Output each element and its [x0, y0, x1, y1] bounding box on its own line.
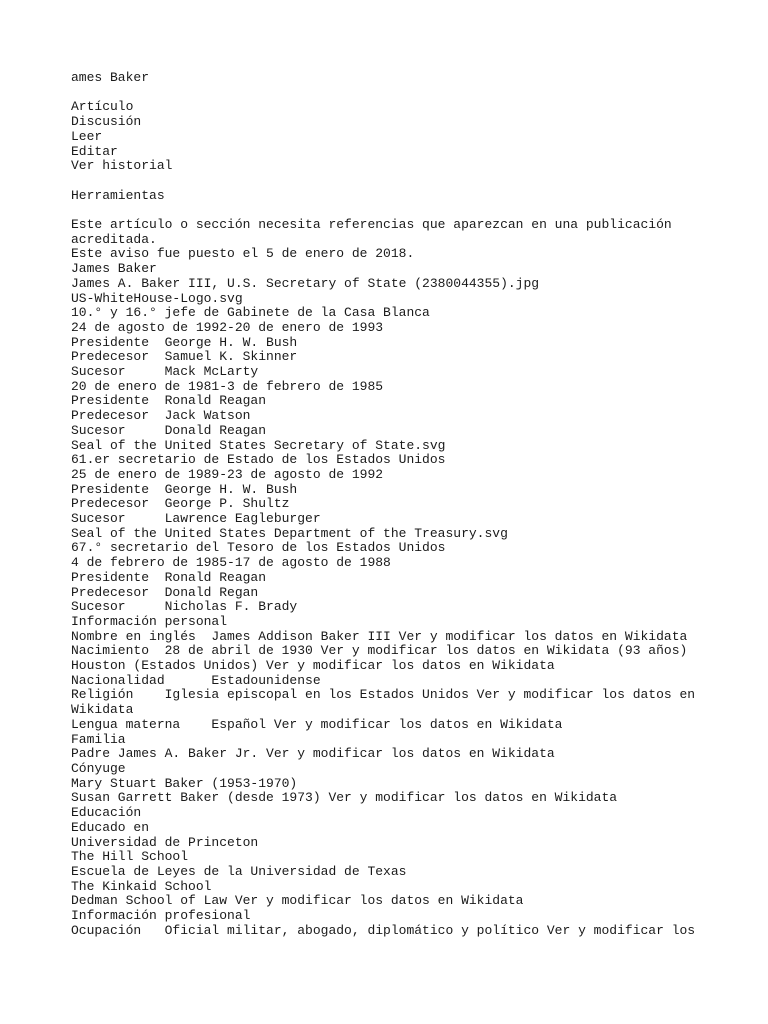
document-line: Susan Garrett Baker (desde 1973) Ver y modificar los datos en Wikidata [71, 790, 618, 806]
document-line: Nacionalidad Estadounidense [71, 672, 321, 688]
document-line: Presidente George H. W. Bush [71, 481, 298, 497]
document-line: Artículo [71, 99, 134, 115]
document-line: Información personal [71, 613, 228, 629]
document-line: Educación [71, 805, 142, 821]
document-line: 25 de enero de 1989-23 de agosto de 1992 [71, 466, 384, 482]
document-line: Editar [71, 143, 118, 159]
document-text [71, 71, 711, 938]
document-line: Herramientas [71, 187, 165, 203]
document-line: 20 de enero de 1981-3 de febrero de 1985 [71, 378, 384, 394]
document-line: Nombre en inglés James Addison Baker III Ver y modificar los datos en Wikidata [71, 628, 688, 644]
document-line: Lengua materna Español Ver y modificar los datos en Wikidata [71, 716, 563, 732]
document-line: Sucesor Nicholas F. Brady [71, 599, 298, 615]
document-line: 61.er secretario de Estado de los Estados Unidos [71, 452, 446, 468]
document-line: US-WhiteHouse-Logo.svg [71, 290, 243, 306]
document-line: Este aviso fue puesto el 5 de enero de 2018. [71, 246, 415, 262]
document-line: 4 de febrero de 1985-17 de agosto de 1988 [71, 555, 391, 571]
document-line: Información profesional [71, 908, 251, 924]
document-line: Predecesor Donald Regan [71, 584, 259, 600]
document-line: Sucesor Lawrence Eagleburger [71, 511, 321, 527]
document-line: Seal of the United States Secretary of State.svg [71, 437, 446, 453]
document-line [71, 203, 711, 218]
document-line: Universidad de Princeton [71, 834, 259, 850]
document-line: Seal of the United States Department of the Treasury.svg [71, 525, 508, 541]
document-line: James A. Baker III, U.S. Secretary of State (2380044355).jpg [71, 275, 540, 291]
document-line: Presidente Ronald Reagan [71, 569, 267, 585]
document-line: Este artículo o sección necesita referencias que aparezcan en una publicación acreditada. [71, 216, 680, 247]
document-line: 10.° y 16.° jefe de Gabinete de la Casa Blanca [71, 305, 430, 321]
document-line: Escuela de Leyes de la Universidad de Texas [71, 863, 407, 879]
document-line: Ver historial [71, 158, 173, 174]
document-line: Predecesor Jack Watson [71, 408, 251, 424]
document-line: 67.° secretario del Tesoro de los Estados Unidos [71, 540, 446, 556]
document-line [71, 174, 711, 189]
document-line: The Hill School [71, 849, 189, 865]
document-line: Padre James A. Baker Jr. Ver y modificar los datos en Wikidata [71, 746, 555, 762]
document-line: Nacimiento 28 de abril de 1930 Ver y modificar los datos en Wikidata (93 años) [71, 643, 688, 659]
document-line: Sucesor Donald Reagan [71, 422, 267, 438]
document-line: ames Baker [71, 70, 150, 85]
document-line: Familia [71, 731, 126, 747]
document-line: Predecesor Samuel K. Skinner [71, 349, 298, 365]
document-line: Ocupación Oficial militar, abogado, diplomático y político Ver y modificar los [71, 922, 696, 938]
document-line: Presidente Ronald Reagan [71, 393, 267, 409]
document-line [71, 86, 711, 101]
document-line: James Baker [71, 261, 157, 277]
document-line: Presidente George H. W. Bush [71, 334, 298, 350]
document-line: Mary Stuart Baker (1953-1970) [71, 775, 298, 791]
document-line: Dedman School of Law Ver y modificar los datos en Wikidata [71, 893, 524, 909]
document-line: Sucesor Mack McLarty [71, 364, 259, 380]
document-line: Predecesor George P. Shultz [71, 496, 290, 512]
document-line: Houston (Estados Unidos) Ver y modificar los datos en Wikidata [71, 658, 555, 674]
document-line: Religión Iglesia episcopal en los Estados Unidos Ver y modificar los datos en Wikidata [71, 687, 703, 718]
document-line: 24 de agosto de 1992-20 de enero de 1993 [71, 319, 384, 335]
document-line: Leer [71, 128, 103, 144]
document-line: The Kinkaid School [71, 878, 212, 894]
document-line: Cónyuge [71, 761, 126, 776]
document-line: Discusión [71, 114, 142, 130]
document-line: Educado en [71, 819, 150, 835]
